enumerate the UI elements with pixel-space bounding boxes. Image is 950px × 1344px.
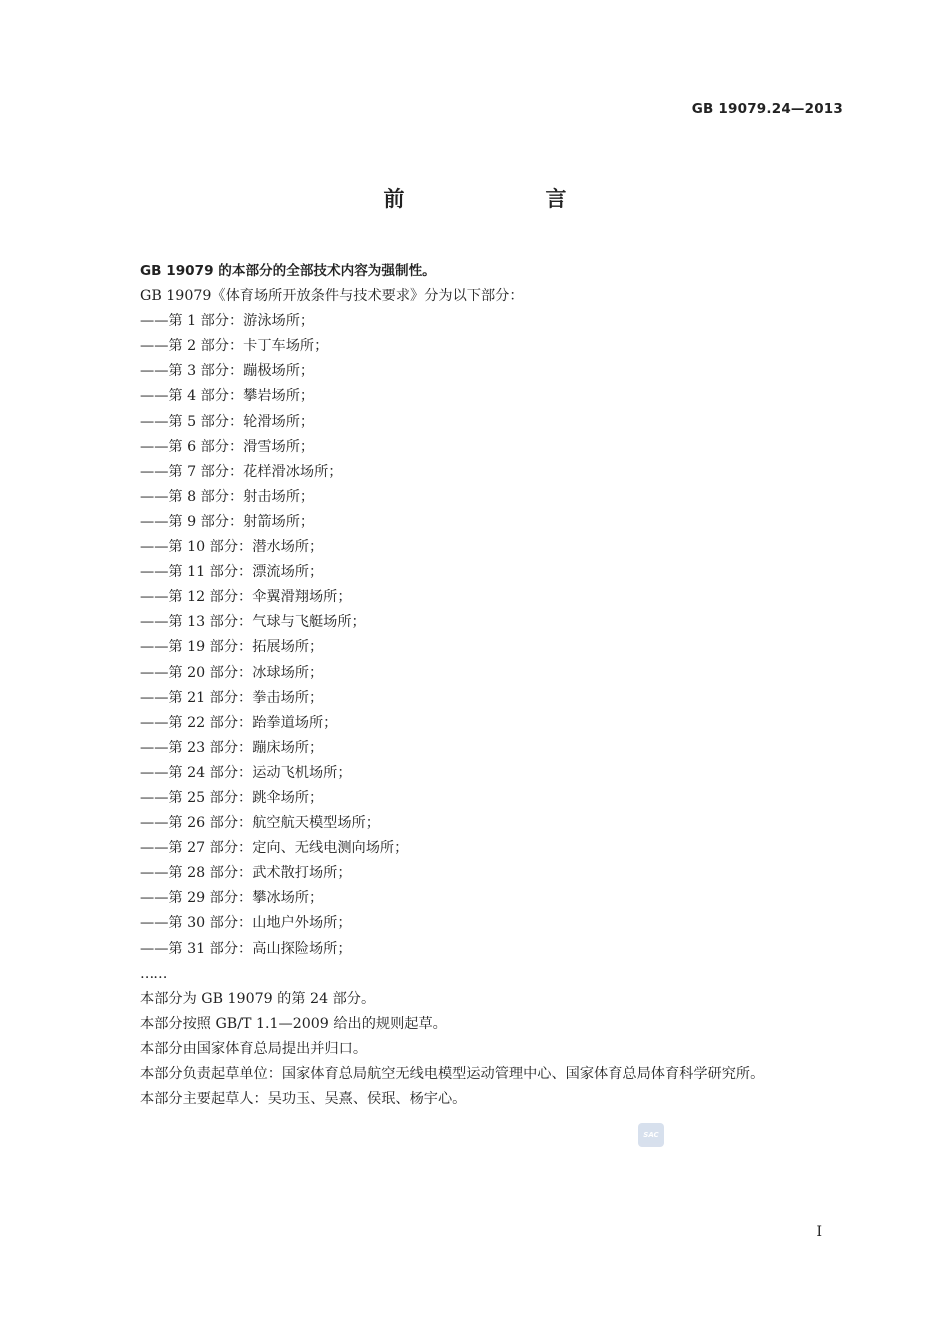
foreword-body bbox=[108, 259, 843, 1112]
list-item: ——第 20 部分：冰球场所； bbox=[140, 664, 324, 681]
list-item: ——第 6 部分：滑雪场所； bbox=[140, 438, 315, 455]
list-item: ——第 9 部分：射箭场所； bbox=[140, 513, 315, 530]
list-item: ——第 25 部分：跳伞场所； bbox=[140, 789, 324, 806]
list-item: ——第 19 部分：拓展场所； bbox=[140, 639, 324, 656]
list-item: ——第 28 部分：武术散打场所； bbox=[140, 865, 352, 882]
list-item: ——第 29 部分：攀冰场所； bbox=[140, 890, 324, 907]
sac-watermark-logo: SAC bbox=[638, 1123, 664, 1147]
standard-code: GB 19079.24—2013 bbox=[691, 101, 843, 117]
list-item: ——第 2 部分：卡丁车场所； bbox=[140, 338, 329, 355]
list-item: ——第 21 部分：拳击场所； bbox=[140, 689, 324, 706]
list-item: ——第 23 部分：蹦床场所； bbox=[140, 739, 324, 756]
list-item: ——第 22 部分：跆拳道场所； bbox=[140, 714, 338, 731]
page-number: I bbox=[816, 1224, 822, 1240]
list-item: ——第 30 部分：山地户外场所； bbox=[140, 915, 352, 932]
drafters-statement: 本部分主要起草人：吴功玉、吴熹、侯珉、杨宇心。 bbox=[140, 1091, 467, 1108]
list-item: ——第 5 部分：轮滑场所； bbox=[140, 413, 315, 430]
drafting-units-statement: 本部分负责起草单位：国家体育总局航空无线电模型运动管理中心、国家体育总局体育科学研究所。 bbox=[140, 1066, 765, 1082]
list-item: ——第 24 部分：运动飞机场所； bbox=[140, 764, 352, 781]
parts-list bbox=[108, 309, 843, 987]
list-item: ——第 1 部分：游泳场所； bbox=[140, 313, 315, 330]
proposer-statement: 本部分由国家体育总局提出并归口。 bbox=[140, 1040, 368, 1057]
list-item: ——第 3 部分：蹦极场所； bbox=[140, 363, 315, 380]
part-number-statement: 本部分为 GB 19079 的第 24 部分。 bbox=[140, 990, 376, 1007]
list-item: ——第 4 部分：攀岩场所； bbox=[140, 388, 315, 405]
list-item: ——第 26 部分：航空航天模型场所； bbox=[140, 815, 380, 832]
parts-intro: GB 19079《体育场所开放条件与技术要求》分为以下部分： bbox=[140, 288, 524, 305]
list-item: ——第 8 部分：射击场所； bbox=[140, 488, 315, 505]
list-item: ——第 12 部分：伞翼滑翔场所； bbox=[140, 589, 352, 606]
mandatory-statement: GB 19079 的本部分的全部技术内容为强制性。 bbox=[140, 263, 436, 279]
list-item: ——第 7 部分：花样滑冰场所； bbox=[140, 463, 343, 480]
list-item: ——第 13 部分：气球与飞艇场所； bbox=[140, 614, 366, 631]
page-title: 前 言 bbox=[383, 187, 627, 211]
list-item: ——第 11 部分：漂流场所； bbox=[140, 564, 324, 581]
list-item: ——第 10 部分：潜水场所； bbox=[140, 539, 324, 556]
drafting-rules-statement: 本部分按照 GB/T 1.1—2009 给出的规则起草。 bbox=[140, 1015, 447, 1032]
list-item: ——第 31 部分：高山探险场所； bbox=[140, 940, 352, 957]
list-item: ——第 27 部分：定向、无线电测向场所； bbox=[140, 840, 409, 857]
list-ellipsis: …… bbox=[140, 965, 167, 982]
